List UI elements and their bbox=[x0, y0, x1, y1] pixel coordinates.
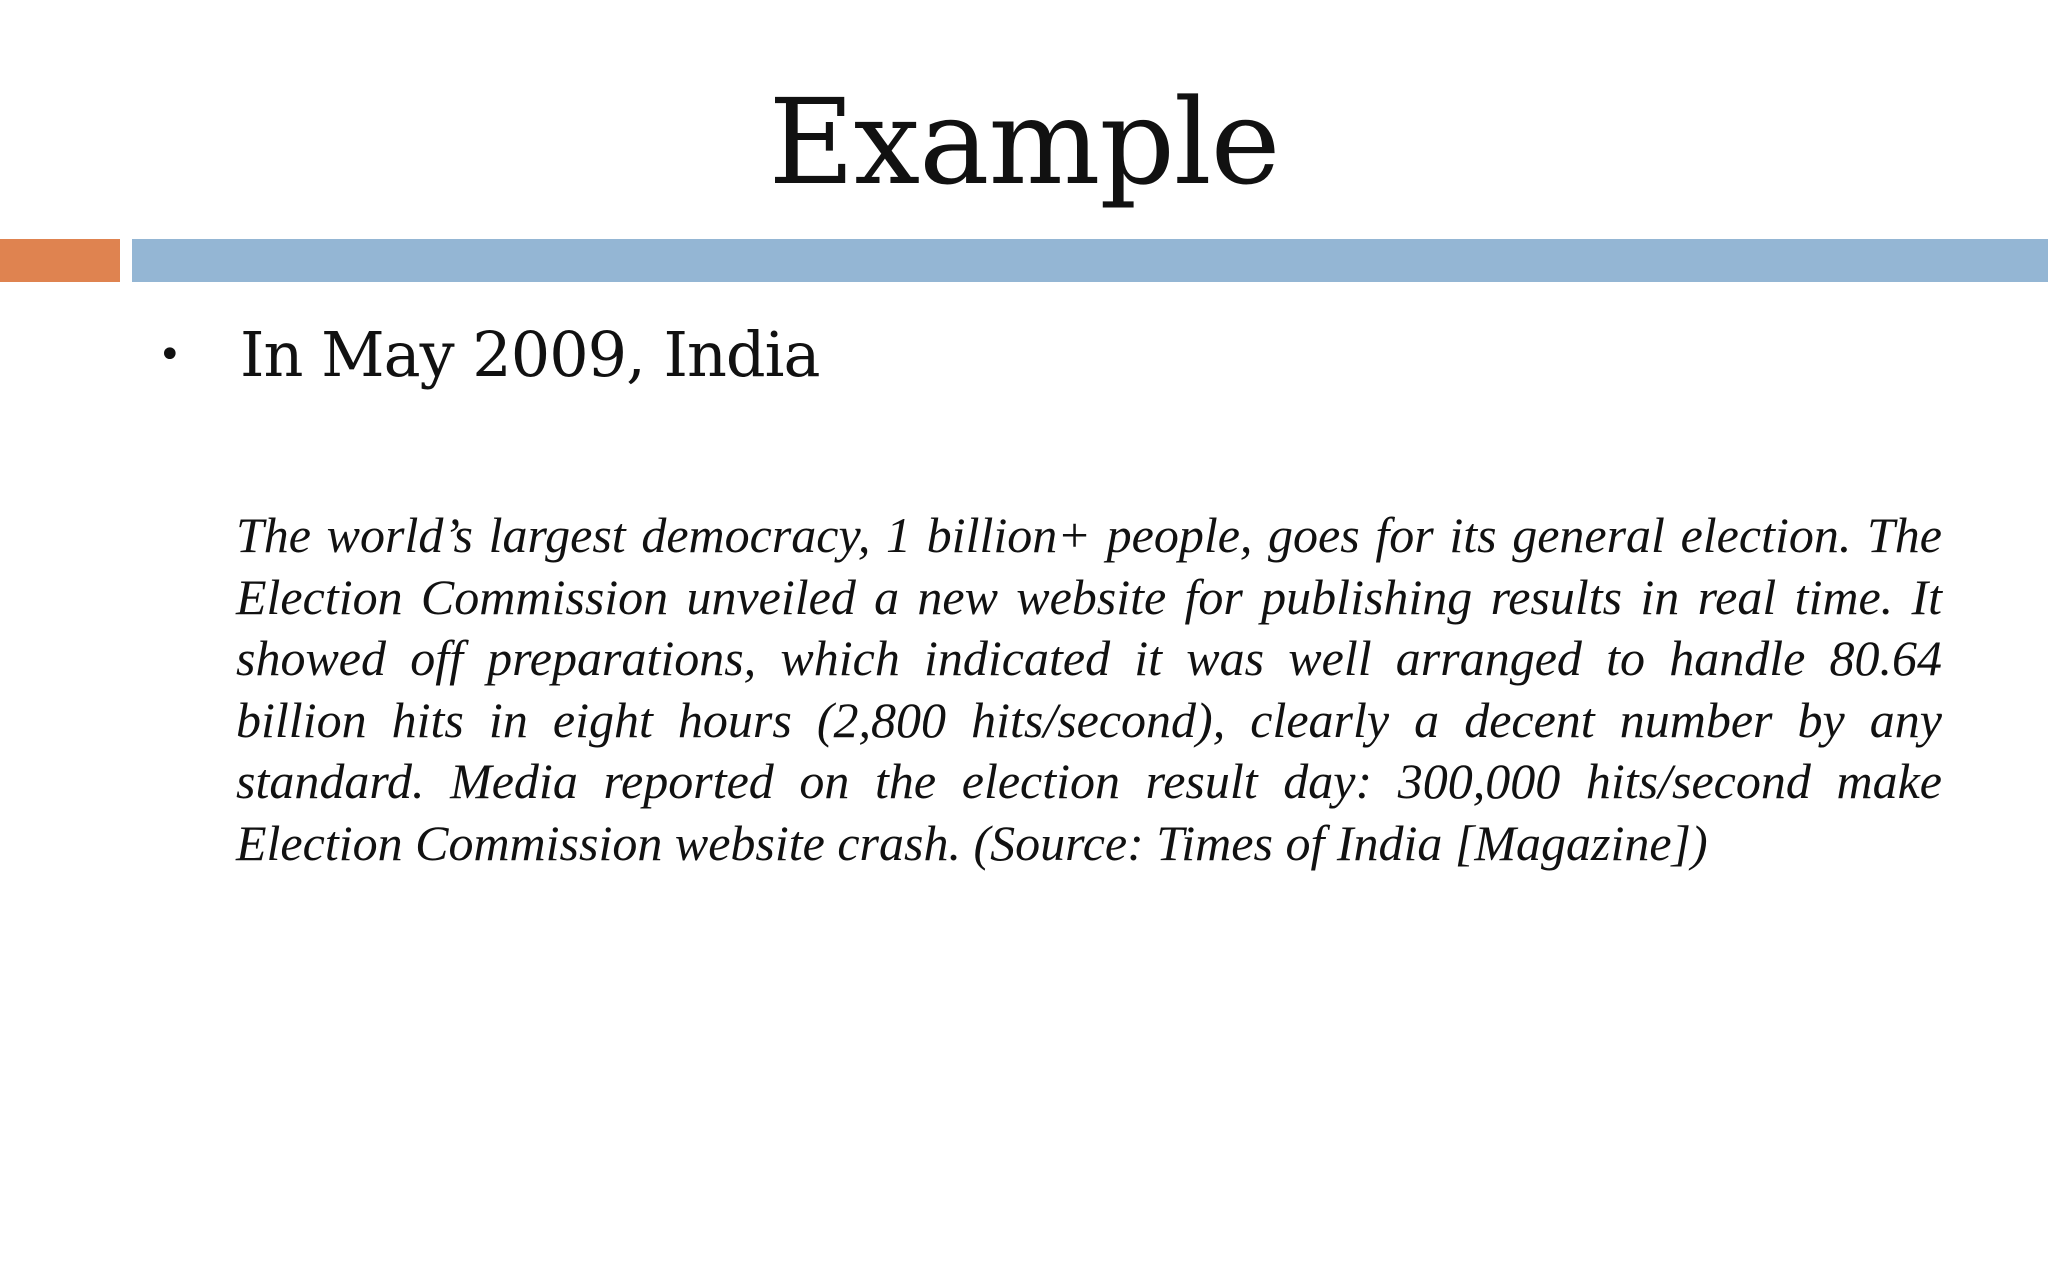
quote-paragraph: The world’s largest democracy, 1 billion+ people, goes for its general election. The Election Commission unveiled a new website for publishing results in real time. It showed off preparations, which indicated it was well arranged to handle 80.64 billion hits in eight hours (2,800 hits/second), clearly a decent number by any standard. Media reported on the election result day: 300,000 hits/second make Election Commission website crash. (Source: Times of India [Magazine]) bbox=[236, 507, 1942, 871]
accent-bar-blue bbox=[132, 239, 2048, 282]
accent-bar-orange bbox=[0, 239, 120, 282]
slide-title: Example bbox=[768, 73, 1280, 211]
bullet-icon: • bbox=[158, 332, 182, 378]
bullet-text: In May 2009, India bbox=[240, 318, 820, 391]
bullet-item bbox=[154, 315, 819, 395]
